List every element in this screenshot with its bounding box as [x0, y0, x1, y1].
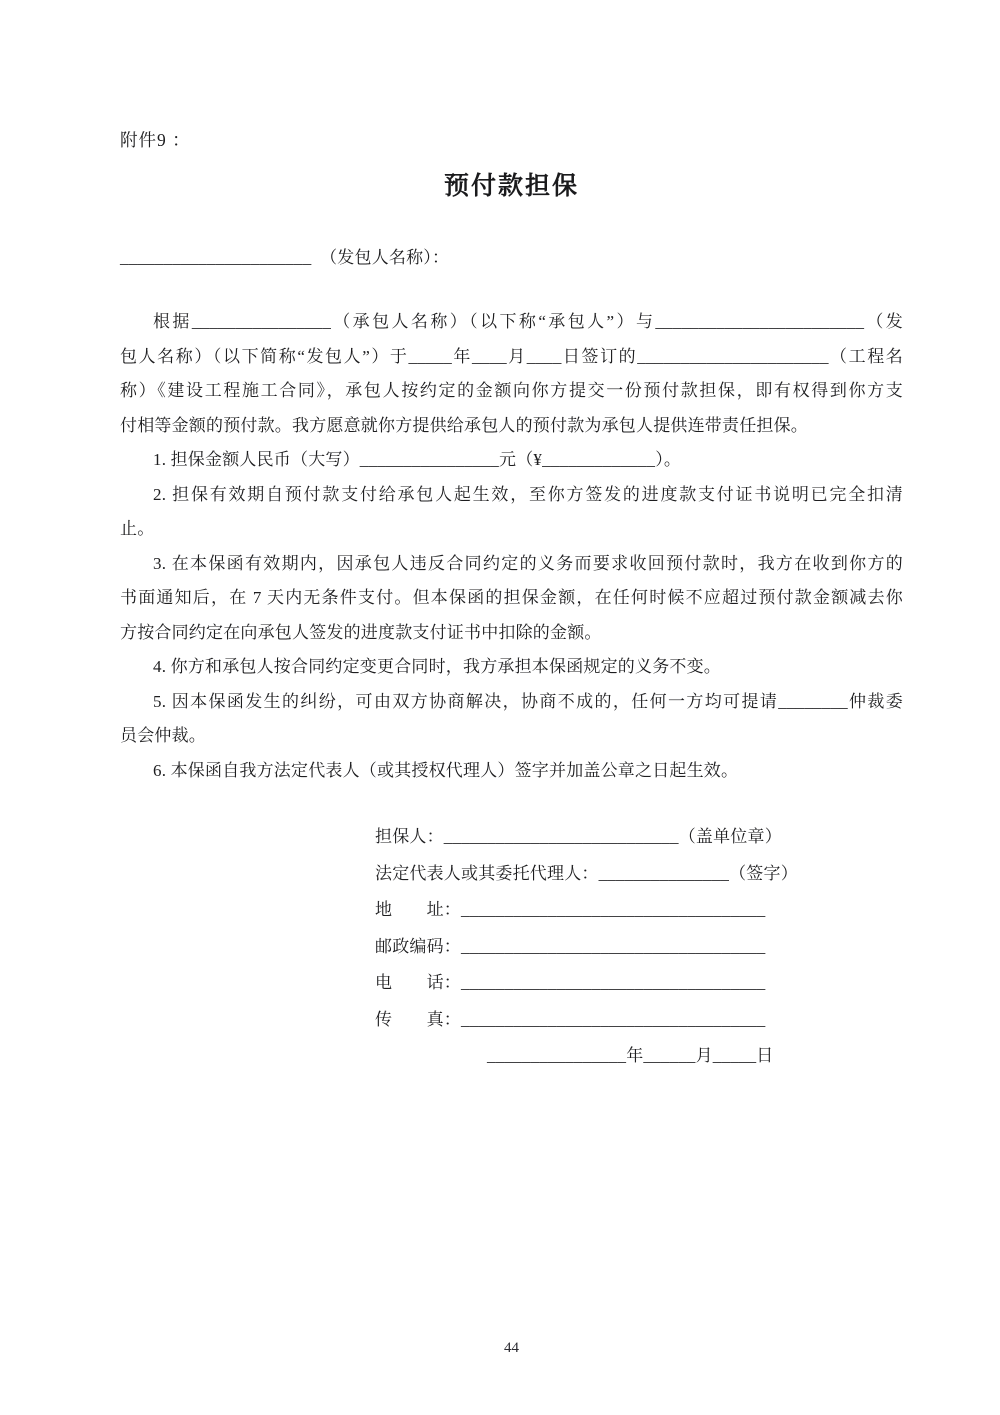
representative-line: 法定代表人或其委托代理人：_______________（签字） — [375, 863, 798, 883]
clause-3-line-1: 3. 在本保函有效期内，因承包人违反合同约定的义务而要求收回预付款时，我方在收到你方的 — [153, 553, 903, 573]
clause-5-line-1: 5. 因本保函发生的纠纷，可由双方协商解决，协商不成的，任何一方均可提请________仲裁委 — [153, 691, 903, 711]
clause-4: 4. 你方和承包人按合同约定变更合同时，我方承担本保函规定的义务不变。 — [153, 657, 721, 676]
preamble-line-4: 付相等金额的预付款。我方愿意就你方提供给承包人的预付款为承包人提供连带责任担保。 — [120, 415, 808, 435]
preamble-line-3: 称）《建设工程施工合同》，承包人按约定的金额向你方提交一份预付款担保，即有权得到你方支 — [120, 381, 903, 400]
guarantor-line: 担保人：___________________________（盖单位章） — [375, 827, 782, 846]
signature-block — [375, 819, 903, 1075]
page-number: 44 — [504, 1340, 519, 1356]
guarantee-body — [120, 305, 903, 788]
date-line: ________________年______月_____日 — [487, 1046, 774, 1065]
addressee-line: ______________________ （发包人名称）： — [120, 247, 450, 267]
clause-2-line-1: 2. 担保有效期自预付款支付给承包人起生效，至你方签发的进度款支付证书说明已完全扣清 — [153, 484, 903, 504]
phone-line: 电 话：___________________________________ — [375, 973, 766, 992]
preamble-line-1: 根据________________（承包人名称）（以下称“承包人”）与________________________（发 — [153, 312, 903, 331]
clause-6: 6. 本保函自我方法定代表人（或其授权代理人）签字并加盖公章之日起生效。 — [153, 760, 739, 780]
fax-line: 传 真：___________________________________ — [375, 1009, 766, 1029]
preamble-line-2: 包人名称）（以下简称“发包人”）于_____年____月____日签订的______________________（工程名 — [120, 346, 903, 366]
postcode-line: 邮政编码：___________________________________ — [375, 936, 766, 956]
clause-5-line-2: 员会仲裁。 — [120, 726, 206, 745]
clause-3-line-3: 方按合同约定在向承包人签发的进度款支付证书中扣除的金额。 — [120, 622, 602, 642]
clause-2-line-2: 止。 — [120, 519, 155, 538]
clause-3-line-2: 书面通知后，在 7 天内无条件支付。但本保函的担保金额，在任何时候不应超过预付款金额减去你 — [120, 588, 903, 607]
attachment-label: 附件9 ： — [120, 130, 191, 150]
address-line: 地 址：___________________________________ — [375, 900, 766, 919]
page-title: 预付款担保 — [443, 171, 579, 200]
clause-1: 1. 担保金额人民币（大写）________________元（¥_____________）。 — [153, 450, 682, 469]
